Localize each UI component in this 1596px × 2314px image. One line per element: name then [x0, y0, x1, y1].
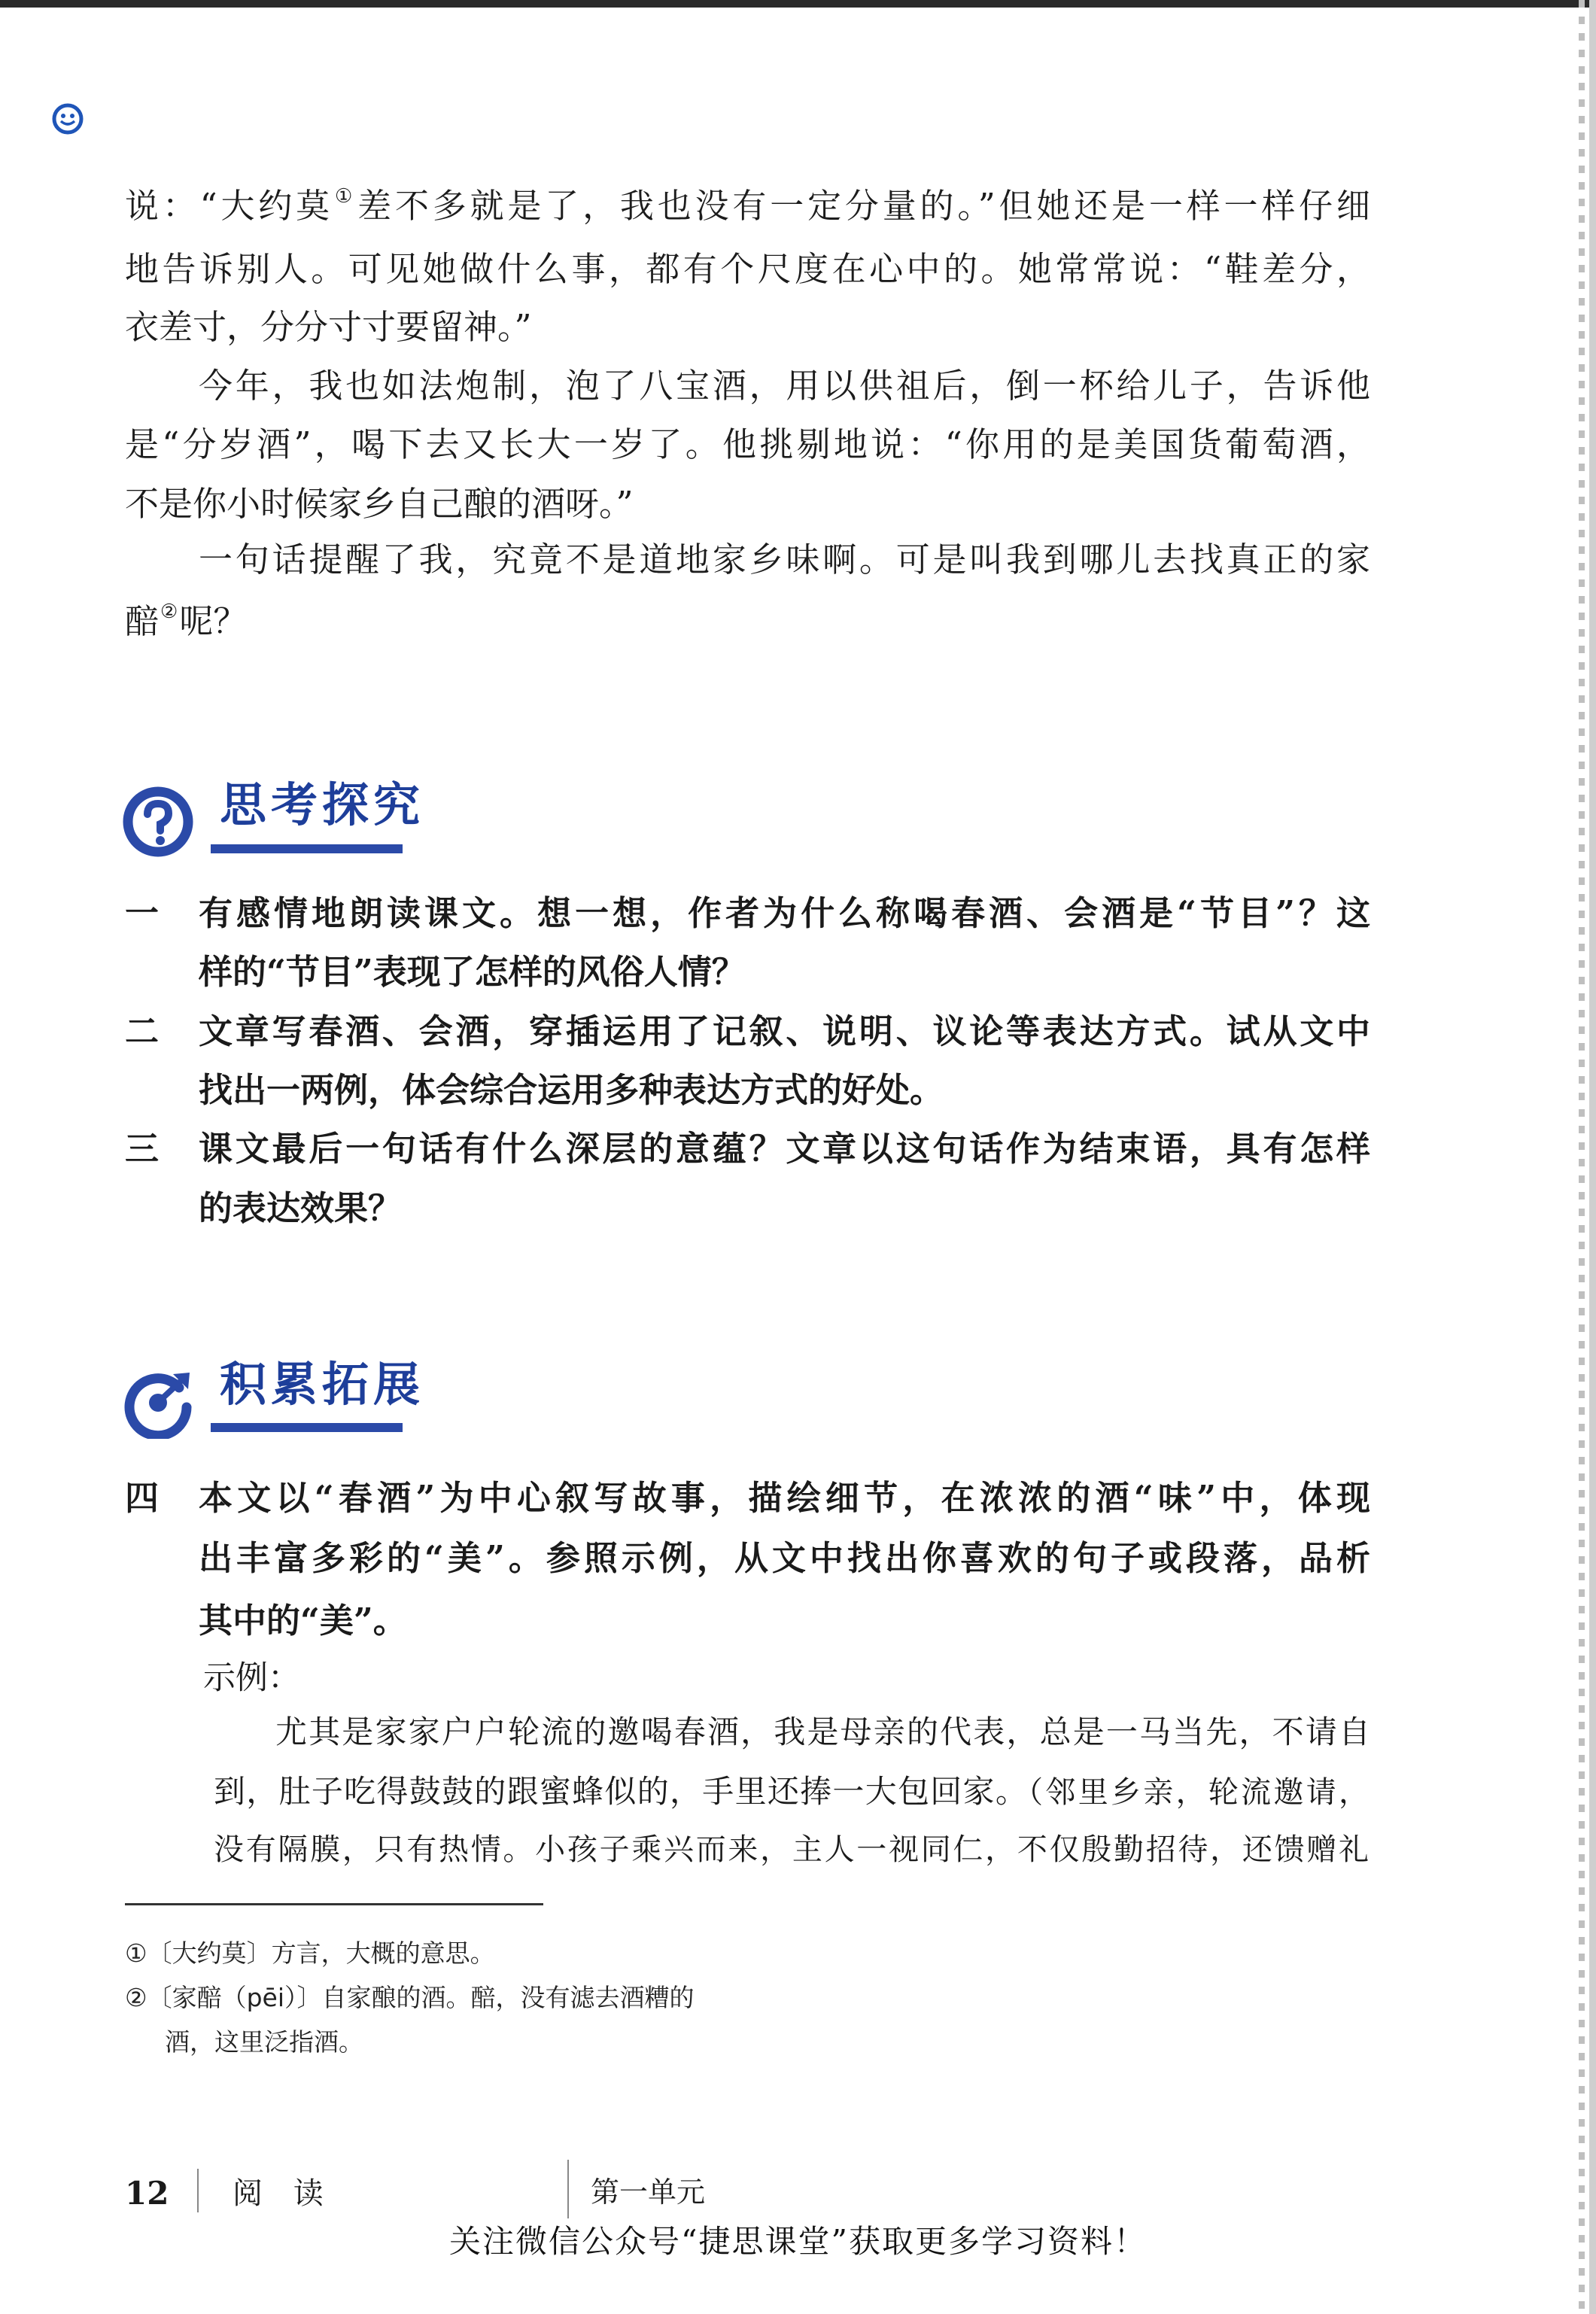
section-underline: [211, 844, 403, 853]
watermark-text: 关注微信公众号“捷思课堂”获取更多学习资料！: [449, 2223, 1147, 2260]
example-line: [214, 1769, 1370, 1814]
body-line: 今年，我也如法炮制，泡了八宝酒，用以供祖后，倒一杯给儿子，告诉他: [199, 366, 1370, 406]
text-segment: 到，肚子吃得鼓鼓的跟蜜蜂似的，手里还捧一大包回家。: [214, 1773, 1029, 1810]
text-segment: 醅: [125, 601, 160, 641]
item-number: 三: [125, 1129, 160, 1169]
smiley-icon: [51, 102, 84, 135]
item-number: 二: [125, 1011, 160, 1051]
footnote: ②〔家醅（pēi）〕自家酿的酒。醅，没有滤去酒糟的: [125, 1983, 695, 2012]
item-line: 课文最后一句话有什么深层的意蕴？文章以这句话作为结束语，具有怎样: [199, 1129, 1370, 1169]
annotation-segment: 没有隔膜，只有热情。小孩子乘兴而来，主人一视同仁，不仅殷勤招待，还馈赠礼: [214, 1832, 1370, 1867]
item-number: 四: [125, 1478, 160, 1518]
text-segment: 呢？: [179, 601, 248, 641]
body-line: 地告诉别人。可见她做什么事，都有个尺度在心中的。她常常说：“鞋差分，: [125, 249, 1370, 289]
text-segment: 差不多就是了，我也没有一定分量的。”但她还是一样一样仔细: [357, 186, 1370, 226]
body-line: 是“分岁酒”，喝下去又长大一岁了。他挑剔地说：“你用的是美国货葡萄酒，: [125, 424, 1370, 464]
item-line: 找出一两例，体会综合运用多种表达方式的好处。: [199, 1070, 944, 1110]
item-line: 其中的“美”。: [199, 1601, 407, 1640]
refresh-arrow-icon: [120, 1364, 196, 1439]
item-line: 有感情地朗读课文。想一想，作者为什么称喝春酒、会酒是“节目”？这: [199, 893, 1370, 933]
footnote-marker: ②: [160, 601, 178, 623]
footer-divider: [567, 2160, 569, 2218]
body-line: [125, 184, 1370, 229]
scan-perforation: [1579, 0, 1585, 2314]
body-line: 不是你小时候家乡自己酿的酒呀。”: [125, 484, 634, 524]
item-line: 出丰富多彩的“美”。参照示例，从文中找出你喜欢的句子或段落，品析: [199, 1538, 1370, 1578]
example-label: 示例：: [203, 1659, 300, 1697]
section-title: 积累拓展: [220, 1357, 425, 1412]
body-line: 一句话提醒了我，究竟不是道地家乡味啊。可是叫我到哪儿去找真正的家: [199, 540, 1370, 579]
item-line: 的表达效果？: [199, 1188, 403, 1228]
text-segment: 说：“大约莫: [125, 186, 333, 226]
item-line: 文章写春酒、会酒，穿插运用了记叙、说明、议论等表达方式。试从文中: [199, 1011, 1370, 1051]
body-line: 衣差寸，分分寸寸要留神。”: [125, 307, 532, 347]
example-line: 尤其是家家户户轮流的邀喝春酒，我是母亲的代表，总是一马当先，不请自: [275, 1713, 1370, 1750]
footnote-marker: ①: [334, 185, 357, 208]
item-number: 一: [125, 893, 160, 933]
item-line: 本文以“春酒”为中心叙写故事，描绘细节，在浓浓的酒“味”中，体现: [199, 1478, 1370, 1518]
scan-top-edge: [0, 0, 1596, 8]
page-number: 12: [125, 2175, 169, 2212]
footer-divider: [197, 2169, 199, 2212]
section-underline: [211, 1423, 403, 1432]
footnote: 酒，这里泛指酒。: [165, 2027, 363, 2057]
body-line: [125, 599, 1370, 644]
section-label: 阅 读: [233, 2176, 334, 2211]
unit-label: 第一单元: [591, 2176, 706, 2209]
annotation-segment: （邻里乡亲，轮流邀请，: [1028, 1775, 1370, 1810]
item-line: 样的“节目”表现了怎样的风俗人情？: [199, 952, 746, 992]
example-line: [214, 1826, 1370, 1872]
footnote-rule: [125, 1903, 543, 1905]
scan-right-edge: [1589, 0, 1596, 2314]
section-title: 思考探究: [220, 777, 425, 832]
footnote: ①〔大约莫〕方言，大概的意思。: [125, 1938, 495, 1968]
question-circle-icon: [120, 784, 196, 859]
